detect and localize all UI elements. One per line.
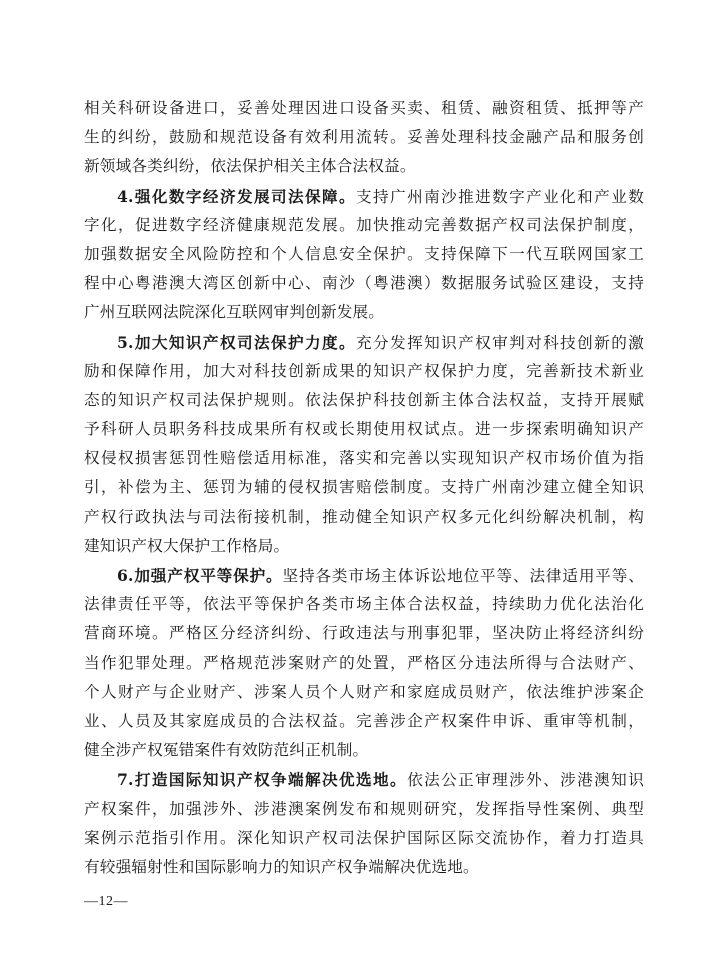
text-line: 建知识产权大保护工作格局。 <box>84 536 290 555</box>
text-line: 予科研人员职务科技成果所有权或长期使用权试点。进一步探索明确知识产 <box>84 420 644 439</box>
paragraph-heading: 7.打造国际知识产权争端解决优选地。 <box>117 770 408 790</box>
text-line: 新领域各类纠纷，依法保护相关主体合法权益。 <box>84 157 416 176</box>
text-segment: 充分发挥知识产权审判对科技创新的激 <box>356 333 644 352</box>
text-line: 营商环境。严格区分经济纠纷、行政违法与刑事犯罪，坚决防止将经济纠纷 <box>84 624 644 643</box>
text-line <box>84 765 644 794</box>
text-line: 引，补偿为主、惩罚为辅的侵权损害赔偿制度。支持广州南沙建立健全知识 <box>84 478 644 497</box>
text-line: 励和保障作用，加大对科技创新成果的知识产权保护力度，完善新技术新业 <box>84 361 644 380</box>
paragraph <box>84 182 644 328</box>
text-line: 态的知识产权司法保护规则。依法保护科技创新主体合法权益，支持开展赋 <box>84 390 644 409</box>
text-line: 生的纠纷，鼓励和规范设备有效利用流转。妥善处理科技金融产品和服务创 <box>84 128 644 147</box>
text-line: 字化，促进数字经济健康规范发展。加快推动完善数据产权司法保护制度， <box>84 215 644 234</box>
paragraph-heading: 4.强化数字经济发展司法保障。 <box>117 186 357 206</box>
text-line: 个人财产与企业财产、涉案人员个人财产和家庭成员财产，依法维护涉案企 <box>84 682 644 701</box>
text-line: 案例示范指引作用。深化知识产权司法保护国际区际交流协作，着力打造具 <box>84 828 644 847</box>
text-line: 广州互联网法院深化互联网审判创新发展。 <box>84 303 385 322</box>
text-line: 法律责任平等，依法平等保护各类市场主体合法权益，持续助力优化法治化 <box>84 595 644 614</box>
text-line: 有较强辐射性和国际影响力的知识产权争端解决优选地。 <box>84 857 479 876</box>
paragraph <box>84 328 644 562</box>
text-segment: 支持广州南沙推进数字产业化和产业数 <box>356 187 644 206</box>
text-line <box>84 182 644 211</box>
text-line: 产权行政执法与司法衔接机制，推动健全知识产权多元化纠纷解决机制，构 <box>84 507 644 526</box>
document-body <box>84 94 644 882</box>
text-line: 相关科研设备进口，妥善处理因进口设备买卖、租赁、融资租赁、抵押等产 <box>84 99 644 117</box>
text-line: 产权案件，加强涉外、涉港澳案例发布和规则研究，发挥指导性案例、典型 <box>84 799 644 818</box>
paragraph <box>84 765 644 882</box>
text-segment: 坚持各类市场主体诉讼地位平等、法律适用平等、 <box>282 567 645 585</box>
text-segment: 依法公正审理涉外、涉港澳知识 <box>407 771 644 790</box>
text-line <box>84 328 644 357</box>
text-line: 程中心粤港澳大湾区创新中心、南沙（粤港澳）数据服务试验区建设，支持 <box>84 274 644 293</box>
text-line: 权侵权损害惩罚性赔偿适用标准，落实和完善以实现知识产权市场价值为指 <box>84 449 644 468</box>
text-line <box>84 561 644 590</box>
text-line: 加强数据安全风险防控和个人信息安全保护。支持保障下一代互联网国家工 <box>84 244 644 263</box>
paragraph-heading: 6.加强产权平等保护。 <box>117 566 283 585</box>
text-line: 健全涉产权冤错案件有效防范纠正机制。 <box>84 741 369 760</box>
paragraph <box>84 94 644 182</box>
text-line: 当作犯罪处理。严格规范涉案财产的处置，严格区分违法所得与合法财产、 <box>84 653 644 672</box>
paragraph <box>84 561 644 765</box>
text-line: 业、人员及其家庭成员的合法权益。完善涉企产权案件申诉、重审等机制， <box>84 711 644 730</box>
paragraph-heading: 5.加大知识产权司法保护力度。 <box>117 332 357 352</box>
page-number: —12— <box>84 894 128 909</box>
